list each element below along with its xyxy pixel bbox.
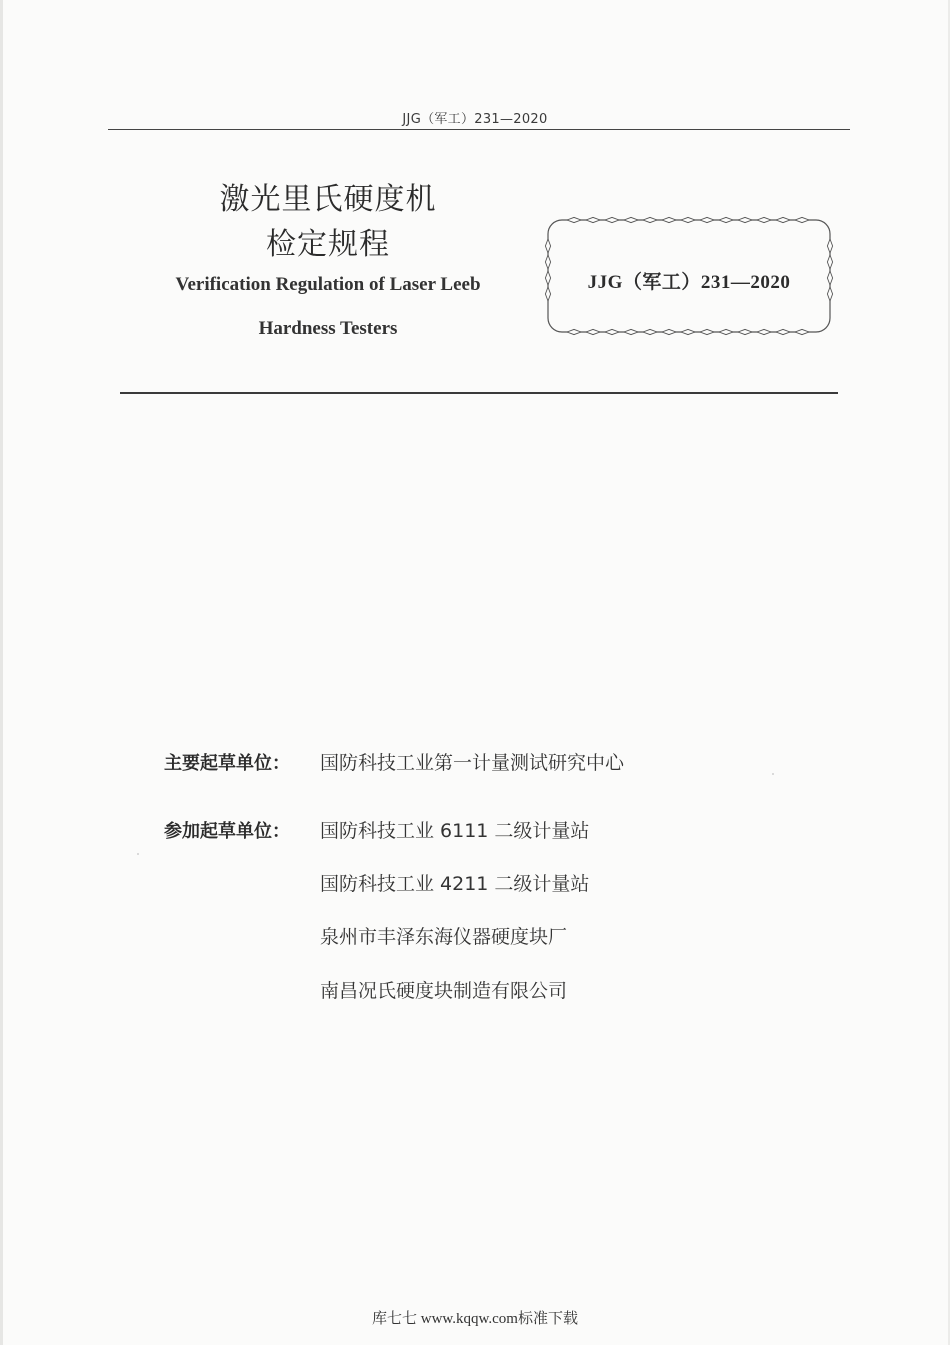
participating-unit: 国防科技工业 4211 二级计量站 (320, 873, 590, 895)
main-drafter-label: 主要起草单位： (164, 753, 290, 774)
standard-code: JJG（军工）231—2020 (587, 272, 791, 293)
participating-unit: 南昌况氏硬度块制造有限公司 (320, 980, 568, 1002)
page-edge-left (0, 0, 3, 1345)
running-header-code: JJG（军工）231—2020 (402, 112, 548, 127)
title-divider-rule (120, 392, 838, 394)
participating-unit: 泉州市丰泽东海仪器硬度块厂 (320, 926, 568, 948)
title-english-line1: Verification Regulation of Laser Leeb (175, 274, 481, 295)
standard-code-box (540, 214, 838, 338)
scan-speck (137, 853, 139, 855)
title-english-line2: Hardness Testers (258, 318, 398, 339)
title-chinese-line1: 激光里氏硬度机 (219, 182, 437, 217)
main-drafter-unit: 国防科技工业第一计量测试研究中心 (320, 752, 625, 774)
footer-watermark-text: 库七七 www.kqqw.com标准下载 (372, 1311, 578, 1327)
header-rule (108, 129, 850, 130)
participating-unit: 国防科技工业 6111 二级计量站 (320, 820, 590, 842)
scan-speck (772, 773, 774, 775)
title-chinese-line2: 检定规程 (266, 227, 390, 262)
participating-drafter-label: 参加起草单位： (164, 821, 290, 842)
